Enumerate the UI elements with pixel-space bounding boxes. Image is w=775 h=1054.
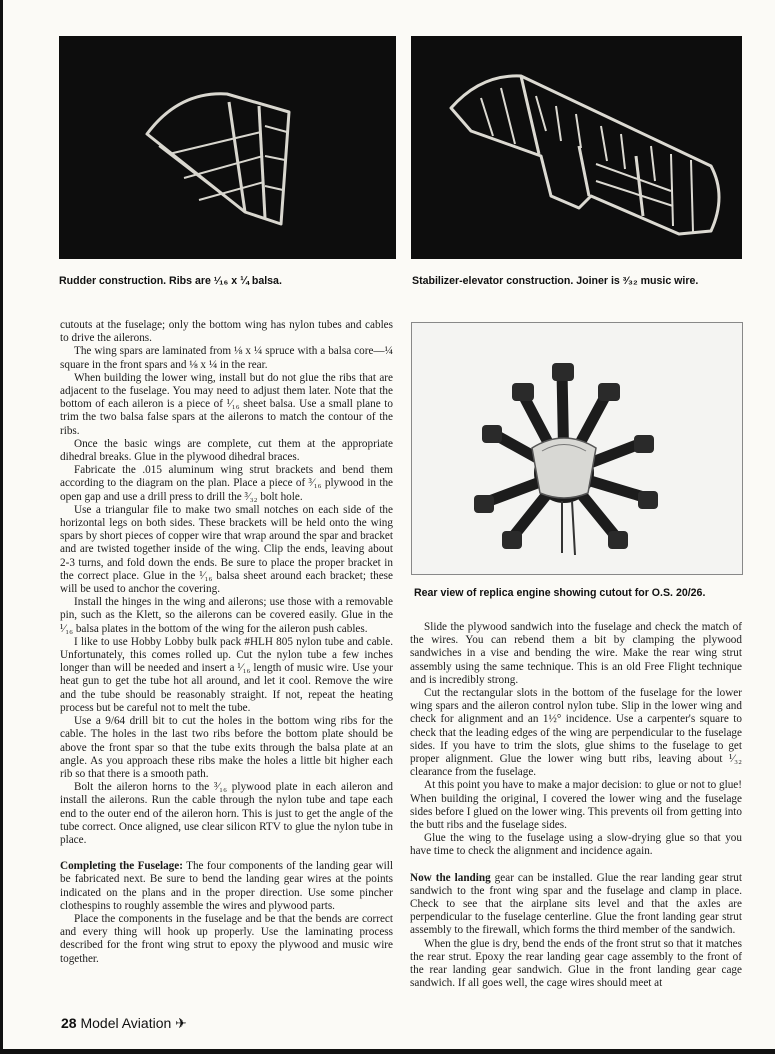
paragraph: I like to use Hobby Lobby bulk pack #HLH 805 nylon tube and cable. Unfortunately, this comes rolled up. Cut the nylon tube a few inches longer than will be needed and insert a ¹⁄₁₆ length of music wire. Use your heat gun to get the tube hot all around, and let it cool. Remove the wire and the tube should be reasonably straight. If not, repeat the heating process but be careful not to melt the tube.: [60, 635, 393, 714]
paragraph: cutouts at the fuselage; only the bottom wing has nylon tubes and cables to drive the ailerons.: [60, 319, 393, 345]
page-edge-left: [0, 0, 3, 1054]
magazine-name: Model Aviation: [80, 1015, 172, 1031]
section-paragraph: Now the landing gear can be installed. Glue the rear landing gear strut sandwich to the front wing spar and the fuselage and clamp in place. Check to see that the airplane sits level and that the axles are perpendicular to the fuselage centerline. Glue the front landing gear strut assembly to the firewall, which forms the third member of the sandwich.: [410, 871, 742, 937]
paragraph: Use a triangular file to make two small notches on each side of the horizontal legs on both sides. These brackets will be held onto the wing spars by short pieces of copper wire that wrap around the spar and bracket and are twisted together inside of the wing. Clip the ends, leaving about 2-3 turns, and fold down the ends. Be sure to place the proper bracket in the correct place. Glue in the ¹⁄₁₆ balsa sheet around each bracket; these will be used to anchor the covering.: [60, 503, 393, 596]
page-edge-bottom: [0, 1049, 775, 1054]
paragraph: Fabricate the .015 aluminum wing strut brackets and bend them according to the diagram on the plan. Place a piece of ³⁄₁₆ plywood in the open gap and use a drill press to drill the ³⁄₃₂ bolt hole.: [60, 464, 393, 503]
page-footer: [61, 1015, 187, 1032]
paragraph: At this point you have to make a major decision: to glue or not to glue! When building the original, I covered the lower wing and the fuselage sides before I glued on the lower wing. This prevents oil from getting into the butt ribs and the fuselage sides.: [410, 779, 742, 832]
engine-photo: [411, 322, 743, 575]
paragraph: Slide the plywood sandwich into the fuselage and check the match of the wires. You can rebend them a bit by clamping the plywood sandwiches in a vise and bending the wire. Make the rear wing strut assembly using the same technique. This is an old Free Flight technique and is incredibly strong.: [410, 621, 742, 686]
right-text-column: [410, 621, 742, 990]
section-paragraph: Completing the Fuselage: The four components of the landing gear will be fabricated next. Be sure to bend the landing gear wires at the points indicated on the plans and in the proper direction. Use some pincher clothespins to roughly assemble the wires and plywood parts.: [60, 860, 393, 912]
stabilizer-photo: [411, 36, 742, 259]
paragraph: The wing spars are laminated from ⅛ x ¼ spruce with a balsa core—¼ square in the front spars and ⅛ x ¼ in the rear.: [60, 345, 393, 371]
section-heading: Completing the Fuselage:: [60, 860, 183, 873]
paragraph: Glue the wing to the fuselage using a slow-drying glue so that you have time to check the alignment and incidence again.: [410, 832, 742, 858]
section-heading: Now the landing: [410, 871, 491, 884]
paragraph: When the glue is dry, bend the ends of the front strut so that it matches the rear strut. Epoxy the rear landing gear cage assembly to the front of the rear landing gear sandwich. Glue in the front landing gear cage sandwich. If all goes well, the cage wires should meet at: [410, 937, 742, 990]
stabilizer-caption: Stabilizer-elevator construction. Joiner is ³⁄₃₂ music wire.: [412, 275, 699, 287]
rudder-photo: [59, 36, 396, 259]
engine-caption: Rear view of replica engine showing cutout for O.S. 20/26.: [414, 587, 706, 599]
paragraph: Place the components in the fuselage and be that the bends are correct and every thing will hook up properly. Use the laminating process described for the front wing strut to epoxy the plywood and music wire together.: [60, 912, 393, 965]
paragraph: Use a 9/64 drill bit to cut the holes in the bottom wing ribs for the cable. The holes in the last two ribs before the bottom plate should be above the front spar so that the tube exits through the balsa plate at an angle. As you approach these ribs make the holes a little bit higher each rib so that there is a smooth path.: [60, 715, 393, 780]
left-text-column: [60, 319, 393, 966]
rudder-caption: Rudder construction. Ribs are ¹⁄₁₆ x ¼ balsa.: [59, 275, 282, 287]
paragraph: Install the hinges in the wing and ailerons; use those with a removable pin, such as the Klett, so the ailerons can be covered easily. Glue in the ¹⁄₁₆ balsa plates in the bottom of the wing for the aileron push cables.: [60, 596, 393, 635]
paragraph: Cut the rectangular slots in the bottom of the fuselage for the lower wing spars and the aileron control nylon tube. Slip in the lower wing and check for alignment and an 1½° incidence. Use a carpenter's square to check that the leading edges of the wing are perpendicular to the fuselage sides. If you have to trim the slots, glue shims to the fuselage to get proper alignment. Glue the lower wing butt ribs, leaving about ¹⁄₃₂ clearance from the fuselage.: [410, 687, 742, 779]
paragraph: Bolt the aileron horns to the ³⁄₁₆ plywood plate in each aileron and install the ailerons. Run the cable through the nylon tube and tape each end to the outer end of the aileron horn. This is just to get the angle of the tube correct. Once aligned, use clear silicon RTV to glue the nylon tube in place.: [60, 781, 393, 846]
paragraph: Once the basic wings are complete, cut them at the appropriate dihedral breaks. Glue in the plywood dihedral braces.: [60, 437, 393, 464]
airplane-icon: ✈: [175, 1015, 187, 1031]
paragraph: When building the lower wing, install but do not glue the ribs that are adjacent to the fuselage. You may need to adjust them later. Note that the bottom of each aileron is a piece of ¹⁄₁₆ sheet balsa. Use a small plane to trim the two balsa false spars at the ailerons to match the contour of the ribs.: [60, 371, 393, 437]
page-number: 28: [61, 1015, 77, 1031]
